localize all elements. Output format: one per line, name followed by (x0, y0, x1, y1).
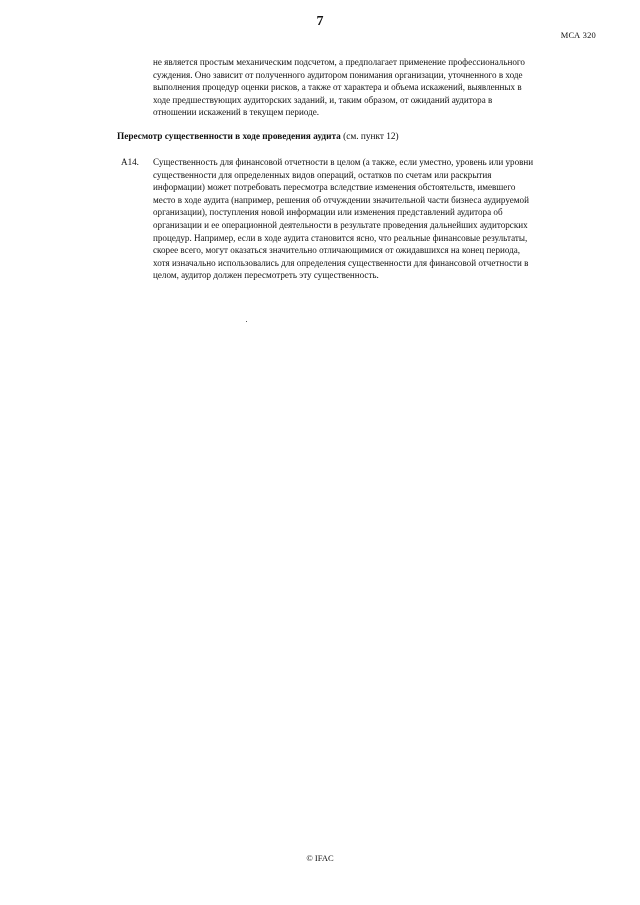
paragraph-line: скорее всего, могут оказаться значительно отличающимися от ожидавшихся на конец периода, (153, 245, 521, 256)
intro-paragraph (153, 56, 595, 119)
paragraph-line: организации), поступления новой информации или изменения представлений аудитора об (153, 207, 503, 218)
intro-line: выполнения процедур оценки рисков, а также от характера и объема искажений, выявленных в (153, 82, 522, 93)
intro-line: ходе предшествующих аудиторских заданий, и, таким образом, от ожиданий аудитора в (153, 94, 493, 105)
paragraph-line: хотя изначально использовались для определения существенности для финансовой отчетности в (153, 257, 529, 268)
intro-line: отношении искажений в текущем периоде. (153, 107, 320, 118)
footer-copyright: © IFAC (306, 853, 334, 863)
section-heading-reference: (см. пункт 12) (340, 132, 399, 142)
paragraph-line: место в ходе аудита (например, решения об отчуждении значительной части бизнеса аудируемой (153, 194, 529, 205)
paragraph-line: существенности для определенных видов операций, остатков по счетам или раскрытия (153, 169, 492, 180)
paragraph-line: Существенность для финансовой отчетности в целом (а также, если уместно, уровень или уровни (153, 157, 534, 167)
paragraph-a14-body (153, 156, 595, 282)
paragraph-line: целом, аудитор должен пересмотреть эту существенность. (153, 270, 379, 281)
standard-reference: МСА 320 (560, 30, 596, 40)
paragraph-line: процедур. Например, если в ходе аудита становится ясно, что реальные финансовые результаты, (153, 232, 528, 243)
section-heading (117, 131, 595, 144)
paragraph-line: информации) может потребовать пересмотра вследствие изменения обстоятельств, имевшего (153, 182, 516, 193)
intro-line: не является простым механическим подсчетом, а предполагает применение профессионального (153, 57, 525, 67)
paragraph-number: A14. (121, 157, 139, 167)
page-number: 7 (316, 14, 324, 29)
section-heading-title: Пересмотр существенности в ходе проведения аудита (117, 132, 341, 142)
paragraph-line: организации и ее операционной деятельности в результате проведения дальнейших аудиторских (153, 219, 528, 230)
intro-line: суждения. Оно зависит от полученного аудитором понимания организации, уточненного в ходе (153, 69, 523, 80)
scan-speck (246, 321, 247, 322)
